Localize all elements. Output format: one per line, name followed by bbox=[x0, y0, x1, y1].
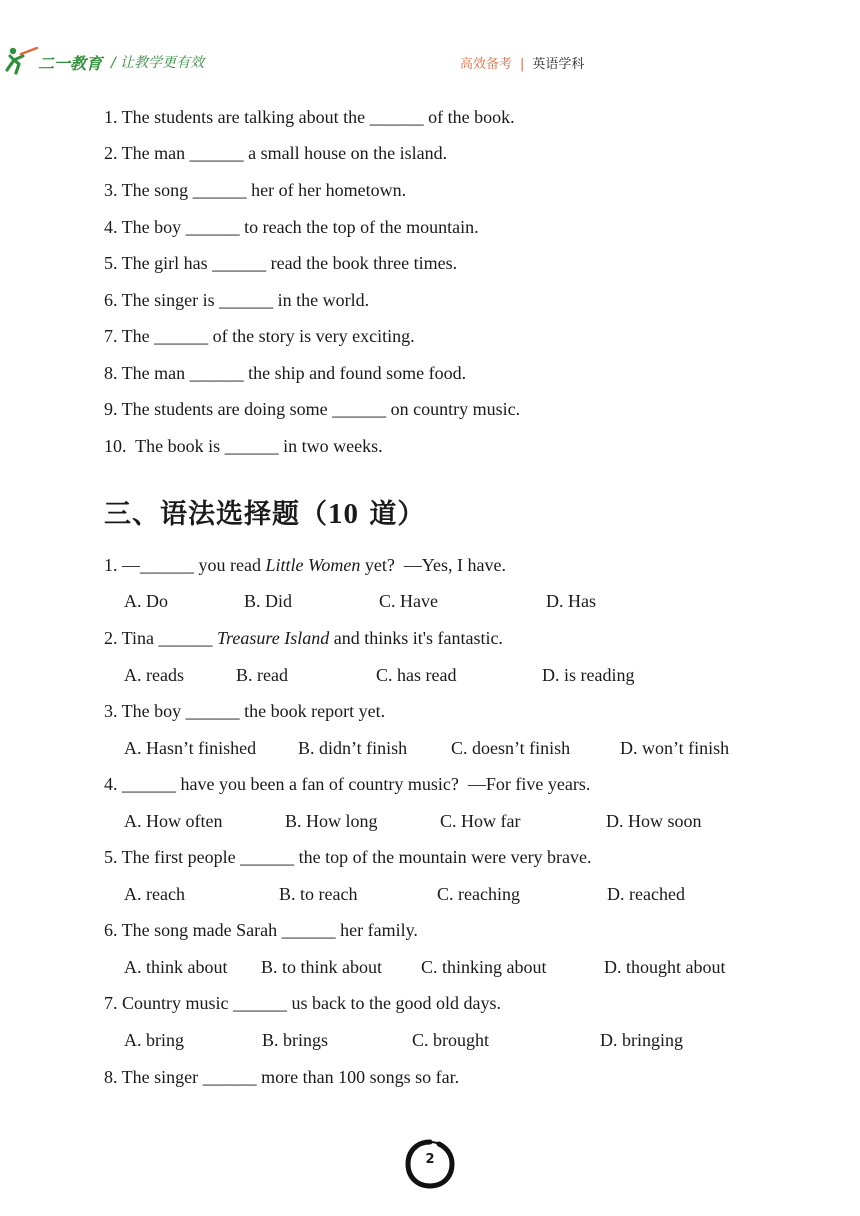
brand-logo bbox=[4, 44, 112, 76]
slogan: / 让教学更有效 bbox=[111, 55, 205, 71]
option-c[interactable]: C. reaching bbox=[437, 884, 520, 904]
subject-label: 英语学科 bbox=[532, 57, 585, 72]
fill-blank-item: 6. The singer is ______ in the world. bbox=[104, 290, 370, 310]
section-heading: 三、语法选择题（10 道） bbox=[104, 498, 426, 530]
page-number bbox=[404, 1138, 456, 1190]
answer-options bbox=[124, 883, 764, 905]
page-number-text: 2 bbox=[425, 1152, 435, 1167]
option-a[interactable]: A. reach bbox=[124, 884, 185, 904]
runner-icon bbox=[7, 48, 37, 73]
option-c[interactable]: C. brought bbox=[412, 1030, 490, 1050]
exam-prep-label: 高效备考 bbox=[460, 57, 513, 72]
option-c[interactable]: C. doesn’t finish bbox=[451, 738, 571, 758]
fill-blank-item: 1. The students are talking about the ______ of the book. bbox=[104, 107, 515, 127]
question-stem: 7. Country music ______ us back to the good old days. bbox=[104, 993, 501, 1013]
answer-options bbox=[124, 810, 764, 832]
option-b[interactable]: B. to think about bbox=[261, 957, 382, 977]
option-c[interactable]: C. thinking about bbox=[421, 957, 547, 977]
question-stem: 1. —______ you read Little Women yet? —Yes, I have. bbox=[104, 555, 506, 575]
option-c[interactable]: C. has read bbox=[376, 665, 457, 685]
logo-text: 二一教育 bbox=[38, 54, 103, 73]
option-b[interactable]: B. Did bbox=[244, 591, 293, 611]
question-stem: 6. The song made Sarah ______ her family. bbox=[104, 920, 418, 940]
option-d[interactable]: D. won’t finish bbox=[620, 738, 730, 758]
answer-options bbox=[124, 1029, 764, 1051]
question-stem: 8. The singer ______ more than 100 songs so far. bbox=[104, 1067, 460, 1087]
option-a[interactable]: A. think about bbox=[124, 957, 228, 977]
option-b[interactable]: B. didn’t finish bbox=[298, 738, 408, 758]
fill-blank-item: 10. The book is ______ in two weeks. bbox=[104, 436, 383, 456]
question-stem: 5. The first people ______ the top of the mountain were very brave. bbox=[104, 847, 592, 867]
fill-blank-item: 8. The man ______ the ship and found some food. bbox=[104, 363, 467, 383]
option-d[interactable]: D. is reading bbox=[542, 665, 635, 685]
fill-blank-item: 2. The man ______ a small house on the island. bbox=[104, 143, 448, 163]
option-a[interactable]: A. Do bbox=[124, 591, 168, 611]
option-b[interactable]: B. to reach bbox=[279, 884, 358, 904]
header-right bbox=[460, 53, 584, 72]
header-separator: | bbox=[520, 57, 525, 72]
answer-options bbox=[124, 737, 764, 759]
option-a[interactable]: A. Hasn’t finished bbox=[124, 738, 257, 758]
answer-options bbox=[124, 664, 764, 686]
option-d[interactable]: D. bringing bbox=[600, 1030, 683, 1050]
question-stem: 4. ______ have you been a fan of country music? —For five years. bbox=[104, 774, 591, 794]
option-b[interactable]: B. read bbox=[236, 665, 288, 685]
option-b[interactable]: B. brings bbox=[262, 1030, 329, 1050]
fill-blank-item: 7. The ______ of the story is very exciting. bbox=[104, 326, 415, 346]
question-stem: 3. The boy ______ the book report yet. bbox=[104, 701, 386, 721]
option-a[interactable]: A. bring bbox=[124, 1030, 184, 1050]
fill-blank-item: 9. The students are doing some ______ on country music. bbox=[104, 399, 521, 419]
question-stem: 2. Tina ______ Treasure Island and thinks it's fantastic. bbox=[104, 628, 503, 648]
answer-options bbox=[124, 590, 764, 612]
option-a[interactable]: A. How often bbox=[124, 811, 223, 831]
option-c[interactable]: C. How far bbox=[440, 811, 521, 831]
option-a[interactable]: A. reads bbox=[124, 665, 184, 685]
fill-blank-item: 4. The boy ______ to reach the top of the mountain. bbox=[104, 217, 479, 237]
option-d[interactable]: D. Has bbox=[546, 591, 596, 611]
fill-blank-item: 5. The girl has ______ read the book three times. bbox=[104, 253, 458, 273]
page-header bbox=[0, 42, 860, 82]
option-b[interactable]: B. How long bbox=[285, 811, 378, 831]
answer-options bbox=[124, 956, 764, 978]
option-d[interactable]: D. reached bbox=[607, 884, 685, 904]
option-c[interactable]: C. Have bbox=[379, 591, 438, 611]
option-d[interactable]: D. thought about bbox=[604, 957, 726, 977]
fill-blank-item: 3. The song ______ her of her hometown. bbox=[104, 180, 407, 200]
option-d[interactable]: D. How soon bbox=[606, 811, 702, 831]
